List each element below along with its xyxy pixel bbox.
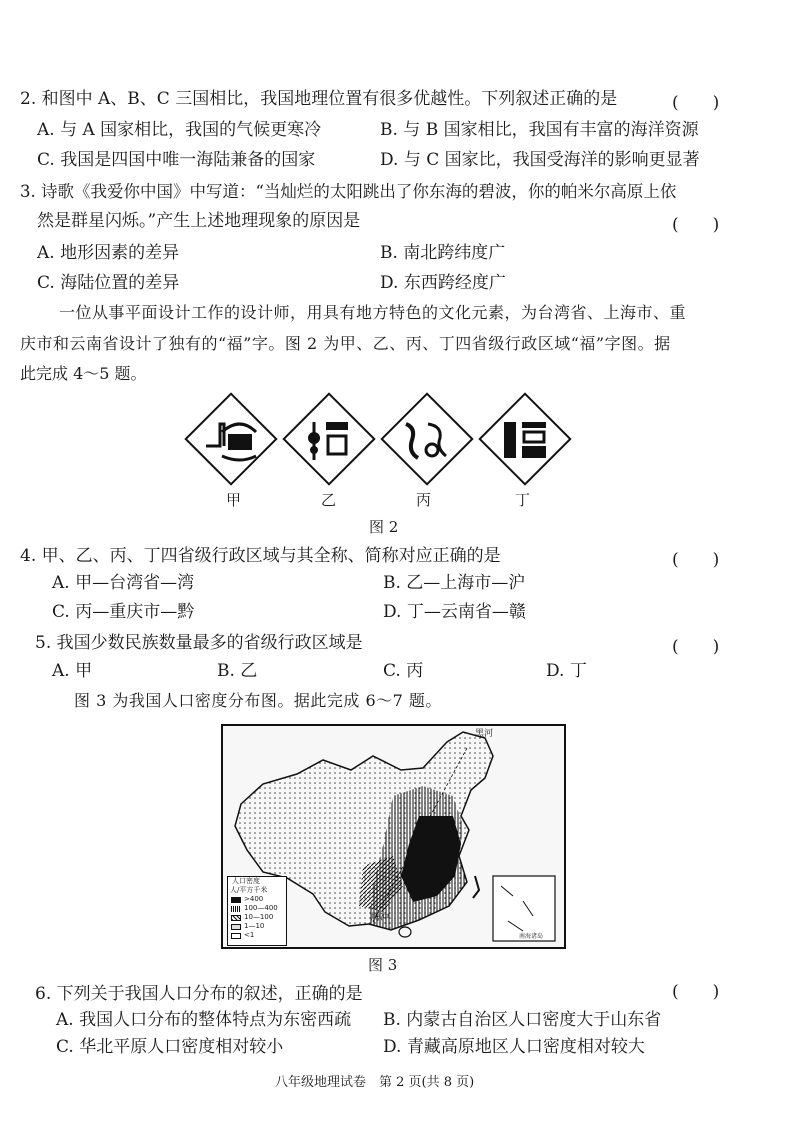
q5-stem: 5. 我国少数民族数量最多的省级行政区域是: [35, 633, 363, 653]
q6-option-d: D. 青藏高原地区人口密度相对较大: [383, 1037, 645, 1057]
fu-design-yi: [284, 394, 372, 482]
q6-option-b: B. 内蒙古自治区人口密度大于山东省: [383, 1010, 662, 1030]
q3-stem-line2: 然是群星闪烁。”产生上述地理现象的原因是: [37, 211, 361, 231]
q5-option-b: B. 乙: [217, 661, 258, 681]
q4-stem: 4. 甲、乙、丙、丁四省级行政区域与其全称、简称对应正确的是: [20, 546, 501, 566]
q5-option-c: C. 丙: [383, 661, 424, 681]
fig2-label-jia: 甲: [226, 491, 242, 509]
q5-option-d: D. 丁: [546, 661, 587, 681]
q4-option-b: B. 乙—上海市—沪: [383, 573, 526, 593]
q3-option-c: C. 海陆位置的差异: [37, 273, 180, 293]
q6-answer-paren: ( ): [672, 982, 720, 1002]
legend-item: 1—10: [244, 922, 265, 930]
q6-option-a: A. 我国人口分布的整体特点为东密西疏: [56, 1010, 352, 1030]
q2-option-a: A. 与 A 国家相比，我国的气候更寒冷: [37, 120, 322, 140]
q4-option-d: D. 丁—云南省—赣: [383, 602, 526, 622]
map-inset-label: 南海诸岛: [519, 933, 544, 940]
q2-option-c: C. 我国是四国中唯一海陆兼备的国家: [37, 150, 316, 170]
q3-option-a: A. 地形因素的差异: [37, 243, 180, 263]
legend-item: >400: [244, 895, 264, 903]
intro-6-7: 图 3 为我国人口密度分布图。据此完成 6～7 题。: [74, 691, 442, 710]
q5-option-a: A. 甲: [52, 661, 93, 681]
q3-option-d: D. 东西跨经度广: [380, 273, 506, 293]
q2-answer-paren: ( ): [672, 93, 720, 113]
ethnic-pattern-icon: [480, 394, 568, 482]
q3-answer-paren: ( ): [672, 215, 720, 235]
fig2-label-yi: 乙: [321, 491, 337, 509]
figure-icon: [382, 394, 470, 482]
fig3-caption: 图 3: [368, 956, 398, 974]
q6-stem: 6. 下列关于我国人口分布的叙述，正确的是: [35, 984, 363, 1004]
q2-stem: 2. 和图中 A、B、C 三国相比，我国地理位置有很多优越性。下列叙述正确的是: [20, 89, 618, 109]
q3-option-b: B. 南北跨纬度广: [380, 243, 506, 263]
q2-option-d: D. 与 C 国家比，我国受海洋的影响更显著: [380, 150, 700, 170]
fig2-label-ding: 丁: [515, 491, 531, 509]
legend-item: <1: [244, 931, 255, 939]
intro-4-5-line3: 此完成 4～5 题。: [20, 364, 147, 383]
q4-option-a: A. 甲—台湾省—湾: [52, 573, 195, 593]
tower-icon: [284, 394, 372, 482]
q5-answer-paren: ( ): [672, 637, 720, 657]
q4-answer-paren: ( ): [672, 550, 720, 570]
legend-item: 10—100: [244, 913, 274, 921]
taiwan-landmark-icon: [186, 394, 274, 482]
page-footer: 八年级地理试卷 第 2 页(共 8 页): [275, 1075, 475, 1090]
map-legend: [227, 876, 287, 946]
q6-option-c: C. 华北平原人口密度相对较小: [56, 1037, 284, 1057]
map-label-heihe: 黑河: [475, 729, 494, 739]
legend-title: 人口密度: [232, 877, 260, 885]
q3-stem-line1: 3. 诗歌《我爱你中国》中写道：“当灿烂的太阳跳出了你东海的碧波，你的帕米尔高原上依: [20, 182, 677, 201]
q4-option-c: C. 丙—重庆市—黔: [52, 602, 195, 622]
fig2-label-bing: 丙: [416, 491, 432, 509]
legend-item: 100—400: [244, 904, 278, 912]
intro-4-5-line1: 一位从事平面设计工作的设计师，用具有地方特色的文化元素，为台湾省、上海市、重: [59, 303, 687, 322]
intro-4-5-line2: 庆市和云南省设计了独有的“福”字。图 2 为甲、乙、丙、丁四省级行政区域“福”字图。据: [20, 334, 671, 353]
fu-design-bing: [382, 394, 470, 482]
q2-option-b: B. 与 B 国家相比，我国有丰富的海洋资源: [380, 120, 699, 140]
fu-design-ding: [480, 394, 568, 482]
map-label-tengchong: 腾冲: [371, 913, 390, 923]
population-density-map: [221, 724, 566, 949]
fig2-caption: 图 2: [369, 518, 399, 536]
legend-subtitle: 人/平方千米: [230, 886, 268, 894]
fu-design-jia: [186, 394, 274, 482]
